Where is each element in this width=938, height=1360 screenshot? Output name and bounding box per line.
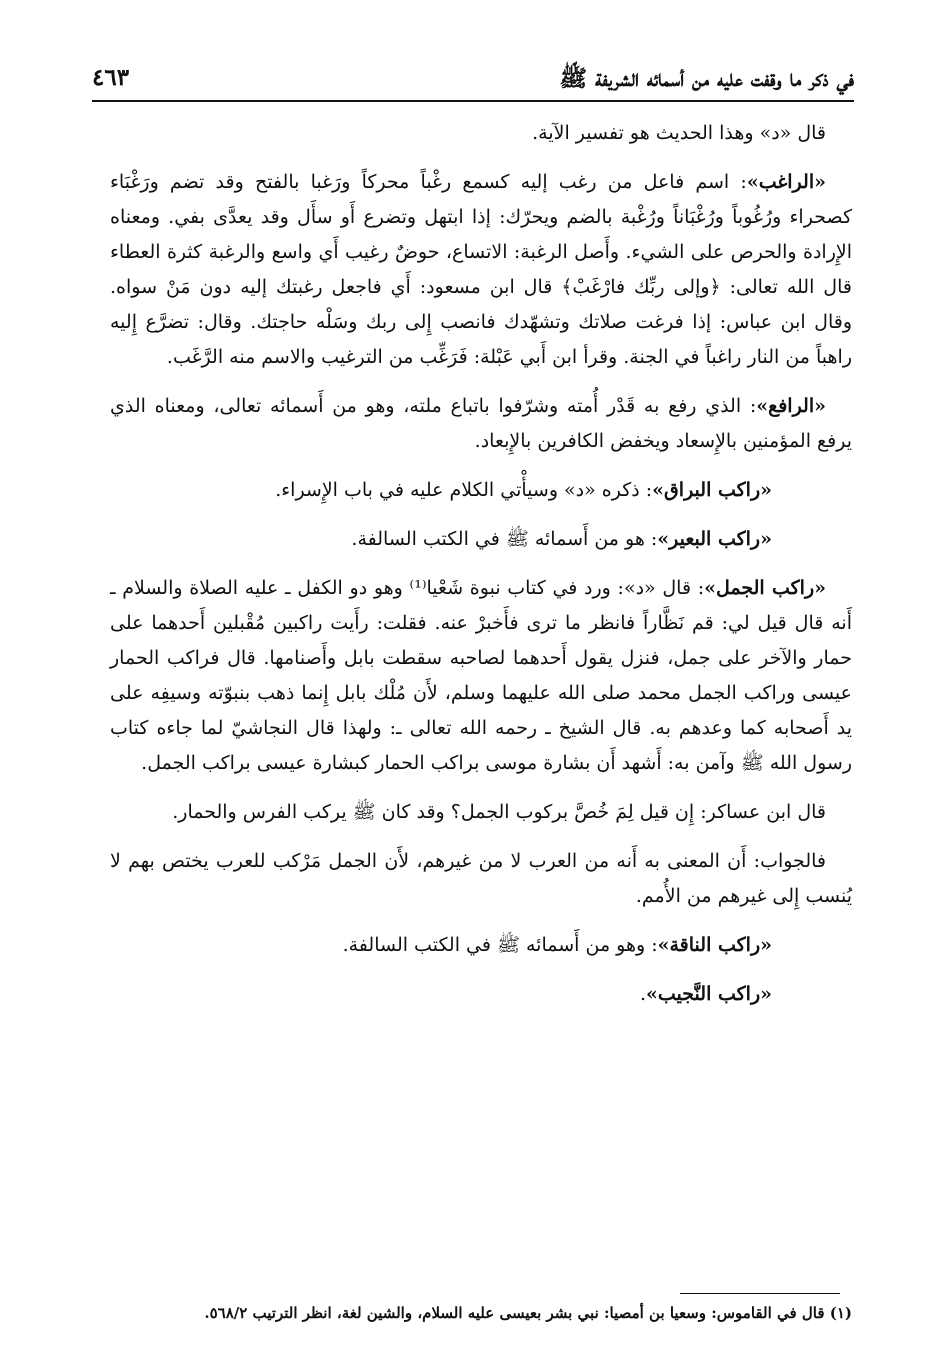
paragraph bbox=[110, 795, 852, 830]
paragraph-text: : الذي رفع به قَدْر أُمته وشرّفوا باتباع ملته، وهو من أَسمائه تعالى، ومعناه الذي يرفع المؤمنين بالإِسعاد ويخفض الكافرين بالإِبعاد. bbox=[110, 395, 852, 452]
paragraph bbox=[110, 165, 852, 375]
paragraph-text: قال ابن عساكر: إِن قيل لِمَ خُصَّ بركوب الجمل؟ وقد كان ﷺ يركب الفرس والحمار. bbox=[172, 801, 826, 823]
paragraph-text: قال «د» وهذا الحديث هو تفسير الآية. bbox=[532, 122, 826, 144]
paragraph-text: فالجواب: أَن المعنى به أَنه من العرب لا من غيرهم، لأَن الجمل مَرْكب للعرب يختص بهم لا يُنسب إِلى غيرهم من الأُمم. bbox=[110, 850, 852, 907]
paragraph bbox=[110, 571, 852, 781]
header-rule bbox=[92, 100, 854, 102]
page-number: ٤٦٣ bbox=[92, 64, 130, 91]
footnote-rule bbox=[680, 1293, 840, 1294]
paragraph bbox=[110, 116, 852, 151]
paragraph bbox=[110, 389, 852, 459]
header-title: في ذكر ما وقفت عليه من أسمائه الشريفة ﷺ bbox=[559, 65, 854, 92]
paragraph bbox=[110, 977, 852, 1012]
entry-term: «راكب البراق» bbox=[652, 479, 772, 501]
entry-term: «راكب الجمل» bbox=[704, 577, 827, 599]
entry-term: «راكب النَّجيب» bbox=[646, 983, 772, 1005]
main-text bbox=[110, 116, 852, 1026]
entry-term: «الراغب» bbox=[746, 171, 826, 193]
paragraph bbox=[110, 928, 852, 963]
entry-term: «راكب البعير» bbox=[657, 528, 772, 550]
running-header bbox=[92, 58, 854, 98]
paragraph-text: : قال «د»: ورد في كتاب نبوة شَعْيا⁽¹⁾ وهو دو الكفل ـ عليه الصلاة والسلام ـ أَنه قال قيل لي: قم نَظَّاراً فانظر ما ترى فأَخبرْ عنه. فقلت: رأَيت راكبين مُقْبلين أَحدهما على حمار والآخر على جمل، فنزل يقول أَحدهما لصاحبه سقطت بابل وأَصنامها. قال فراكب الحمار عيسى وراكب الجمل محمد صلى الله عليهما وسلم، لأَن مُلْك بابل إِنما ذهب بنبوّته وسيفِه على يد أَصحابه كما وعدهم به. قال الشيخ ـ رحمه الله تعالى ـ: ولهذا قال النجاشيّ لما جاءه كتاب رسول الله ﷺ وآمن به: أَشهد أَن بشارة موسى براكب الحمار كبشارة عيسى براكب الجمل. bbox=[110, 577, 852, 774]
footnote: (١) قال في القاموس: وسعيا بن أمصيا: نبي بشر بعيسى عليه السلام، والشين لغة، انظر الترتيب ٥٦٨/٢. bbox=[204, 1304, 852, 1322]
paragraph-text: . bbox=[639, 983, 647, 1005]
paragraph-text: : وهو من أَسمائه ﷺ في الكتب السالفة. bbox=[342, 934, 658, 956]
paragraph bbox=[110, 473, 852, 508]
paragraph-text: : ذكره «د» وسيأْتي الكلام عليه في باب الإِسراء. bbox=[275, 479, 653, 501]
entry-term: «الرافع» bbox=[756, 395, 826, 417]
paragraph-text: : هو من أَسمائه ﷺ في الكتب السالفة. bbox=[351, 528, 658, 550]
entry-term: «راكب الناقة» bbox=[657, 934, 772, 956]
paragraph bbox=[110, 522, 852, 557]
paragraph-text: : اسم فاعل من رغب إليه كسمع رغْباً محركاً ورَغبا بالفتح وقد تضم ورَغْبَاء كصحراء ورُغُوباً ورُغْبَاناً ورُغْبة بالضم ويحرّك: إذا ابتهل وتضرع أَو سأَل وقد يعدَّى بفي. ومعناه الإِرادة والحرص على الشيء. وأَصل الرغبة: الاتساع، حوضٌ رغيب أَي واسع والرغبة كثرة العطاء قال الله تعالى: ﴿وإلى ربِّك فارْغَبْ﴾ قال ابن مسعود: أَي فاجعل رغبتك إليه دون مَنْ سواه. وقال ابن عباس: إذا فرغت صلاتك وتشهّدك فانصب إِلى ربك وسَلْه حاجتك. وقال: تضرَّع إِليه راهباً من النار راغباً في الجنة. وقرأ ابن أَبي عَبْلة: فَرَغِّب من الترغيب والاسم منه الرَّغَب. bbox=[110, 171, 852, 368]
paragraph bbox=[110, 844, 852, 914]
